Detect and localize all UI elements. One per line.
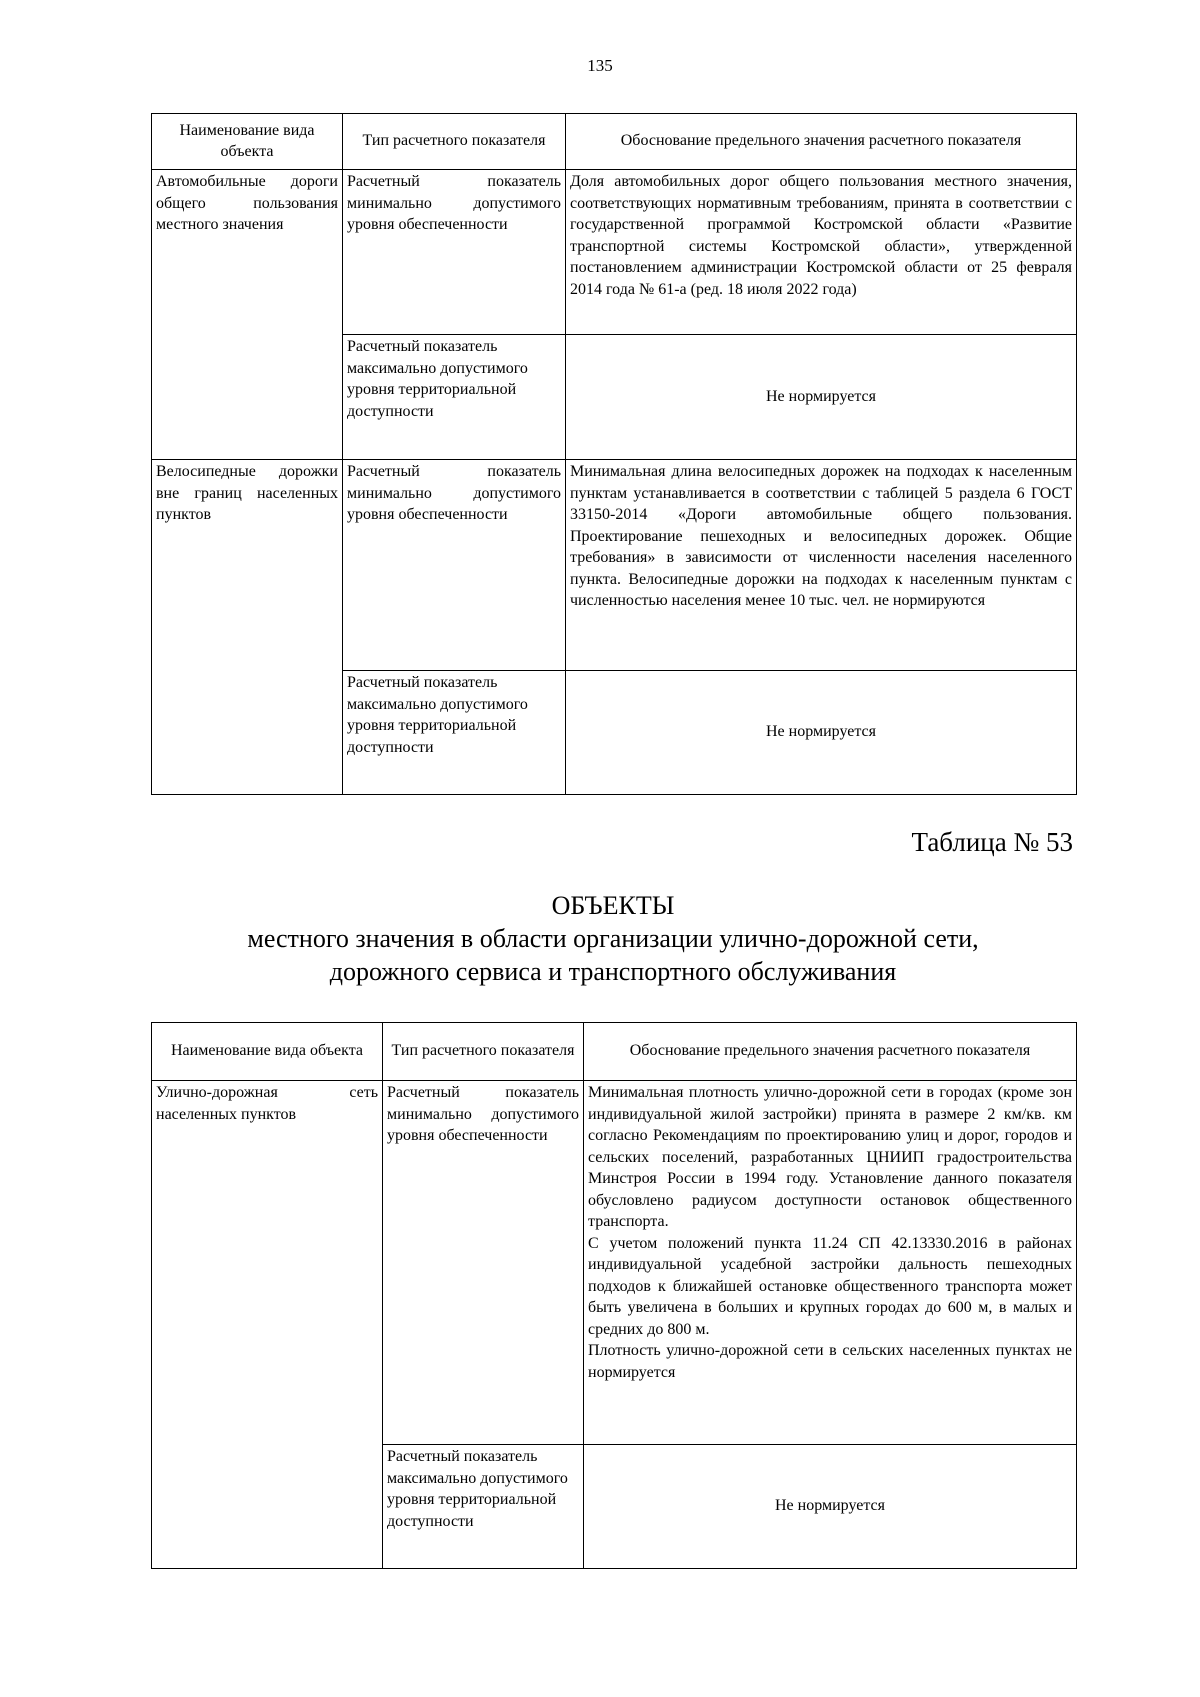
indicators-table-1 bbox=[151, 113, 1077, 795]
indicator-type-cell: Расчетный показатель минимально допустимого уровня обеспеченности bbox=[383, 1081, 584, 1445]
header-indicator-type: Тип расчетного показателя bbox=[383, 1023, 584, 1081]
table-header-row bbox=[152, 114, 1077, 170]
table-header-row bbox=[152, 1023, 1077, 1081]
justification-paragraph: С учетом положений пункта 11.24 СП 42.13330.2016 в районах индивидуальной усадебной застройки дальность пешеходных подходов к ближайшей остановке общественного транспорта может быть увеличена в больших и крупных городах до 600 м, в малых и средних до 800 м. bbox=[588, 1234, 1072, 1338]
page-number: 135 bbox=[587, 56, 613, 75]
justification-cell: Не нормируется bbox=[584, 1445, 1077, 1569]
object-name-cell: Улично-дорожная сеть населенных пунктов bbox=[152, 1081, 383, 1569]
table-row bbox=[152, 1081, 1077, 1445]
indicator-type-cell: Расчетный показатель минимально допустимого уровня обеспеченности bbox=[343, 170, 566, 335]
justification-cell bbox=[584, 1081, 1077, 1445]
justification-paragraph: Плотность улично-дорожной сети в сельских населенных пунктах не нормируется bbox=[588, 1342, 1072, 1381]
title-line-3: дорожного сервиса и транспортного обслуживания bbox=[329, 957, 897, 986]
header-object-name: Наименование вида объекта bbox=[152, 1023, 383, 1081]
title-line-2: местного значения в области организации улично-дорожной сети, bbox=[247, 924, 979, 953]
indicator-type-cell: Расчетный показатель максимально допустимого уровня территориальной доступности bbox=[343, 671, 566, 795]
table-row bbox=[152, 460, 1077, 671]
indicators-table-2 bbox=[151, 1022, 1077, 1569]
justification-paragraph: Минимальная плотность улично-дорожной сети в городах (кроме зон индивидуальной жилой застройки) принята в размере 2 км/кв. км согласно Рекомендациям по проектированию улиц и дорог, городов и сельских поселений, разработанных ЦНИИП градостроительства Минстроя России в 1994 году. Установление данного показателя обусловлено радиусом доступности остановок общественного транспорта. bbox=[588, 1084, 1072, 1230]
object-name-cell: Велосипедные дорожки вне границ населенных пунктов bbox=[152, 460, 343, 795]
indicator-type-cell: Расчетный показатель минимально допустимого уровня обеспеченности bbox=[343, 460, 566, 671]
justification-cell: Минимальная длина велосипедных дорожек на подходах к населенным пунктам устанавливается в соответствии с таблицей 5 раздела 6 ГОСТ 33150-2014 «Дороги автомобильные общего пользования. Проектирование пешеходных и велосипедных дорожек. Общие требования» в зависимости от численности населения населенного пункта. Велосипедные дорожки на подходах к населенным пунктам с численностью населения менее 10 тыс. чел. не нормируются bbox=[566, 460, 1077, 671]
section-title bbox=[150, 889, 1076, 988]
header-indicator-type: Тип расчетного показателя bbox=[343, 114, 566, 170]
title-line-1: ОБЪЕКТЫ bbox=[551, 891, 675, 920]
justification-cell: Не нормируется bbox=[566, 671, 1077, 795]
header-object-name: Наименование вида объекта bbox=[152, 114, 343, 170]
indicator-type-cell: Расчетный показатель максимально допустимого уровня территориальной доступности bbox=[343, 335, 566, 460]
indicator-type-cell: Расчетный показатель максимально допустимого уровня территориальной доступности bbox=[383, 1445, 584, 1569]
justification-cell: Доля автомобильных дорог общего пользования местного значения, соответствующих нормативным требованиям, принята в соответствии с государственной программой Костромской области «Развитие транспортной системы Костромской области», утвержденной постановлением администрации Костромской области от 25 февраля 2014 года № 61-а (ред. 18 июля 2022 года) bbox=[566, 170, 1077, 335]
object-name-cell: Автомобильные дороги общего пользования местного значения bbox=[152, 170, 343, 460]
justification-cell: Не нормируется bbox=[566, 335, 1077, 460]
table-number: Таблица № 53 bbox=[911, 827, 1073, 857]
header-justification: Обоснование предельного значения расчетного показателя bbox=[566, 114, 1077, 170]
table-row bbox=[152, 170, 1077, 335]
header-justification: Обоснование предельного значения расчетного показателя bbox=[584, 1023, 1077, 1081]
